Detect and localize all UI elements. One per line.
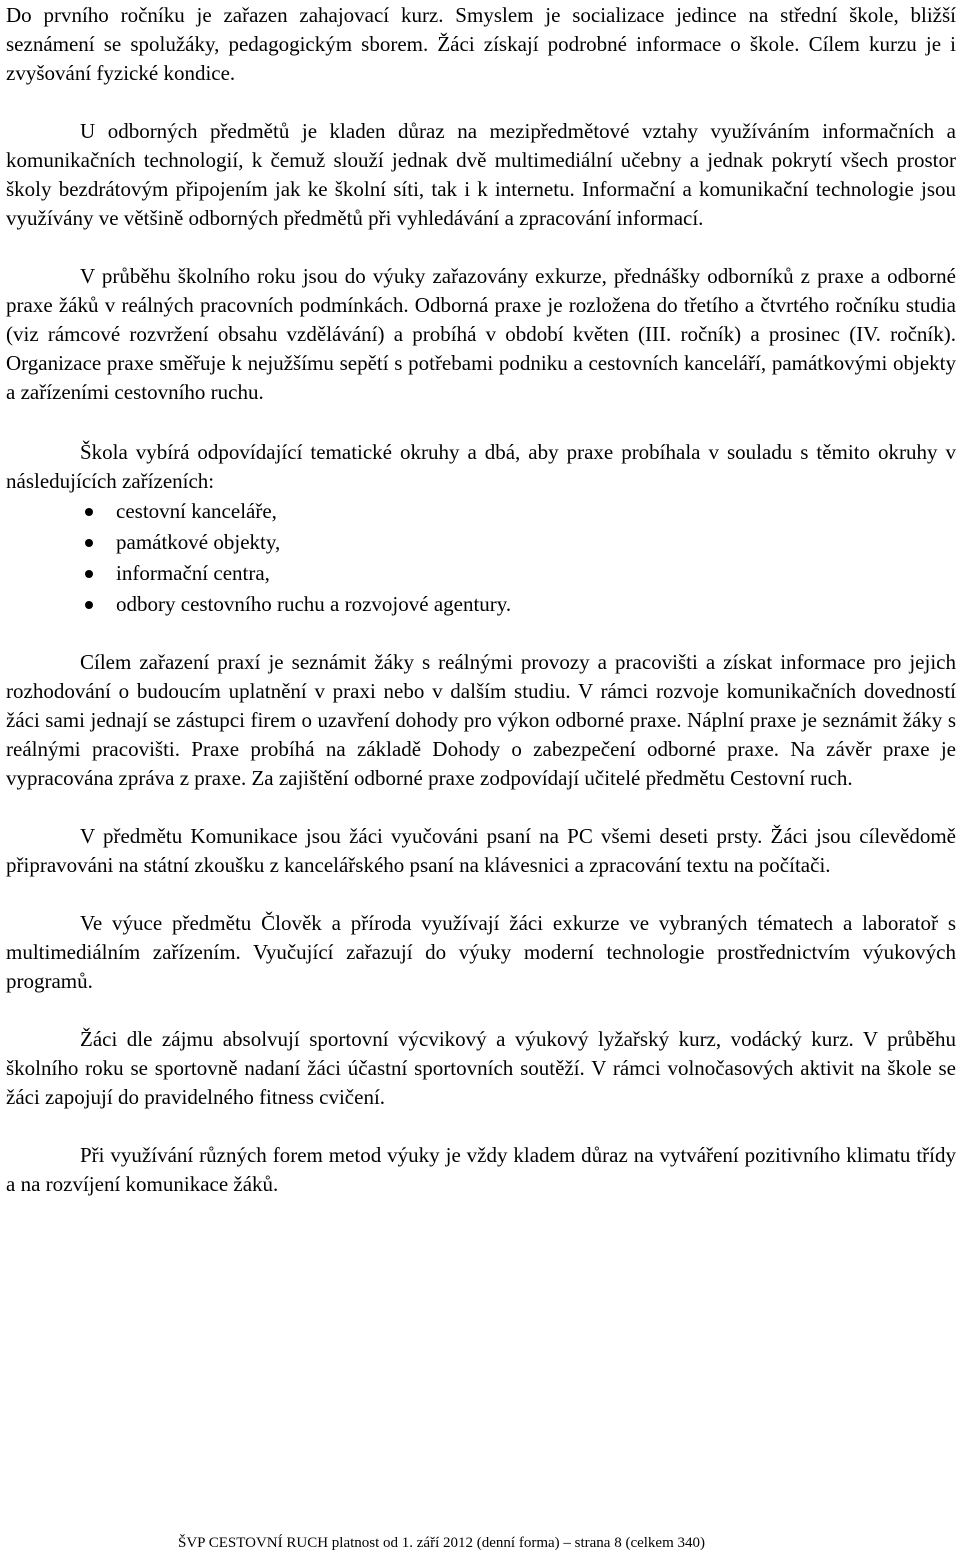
facilities-list	[6, 496, 956, 620]
paragraph-teaching-methods: Při využívání různých forem metod výuky je vždy kladem důraz na vytváření pozitivního klimatu třídy a na rozvíjení komunikace žáků.	[6, 1143, 956, 1196]
paragraph-introductory-course: Do prvního ročníku je zařazen zahajovací kurz. Smyslem je socializace jedince na střední škole, bližší seznámení se spolužáky, pedagogickým sborem. Žáci získají podrobné informace o škole. Cílem kurzu je i zvyšování fyzické kondice.	[6, 3, 956, 85]
list-item: odbory cestovního ruchu a rozvojové agentury.	[116, 589, 956, 620]
list-item: informační centra,	[116, 558, 956, 589]
paragraph-communication: V předmětu Komunikace jsou žáci vyučováni psaní na PC všemi deseti prsty. Žáci jsou cílevědomě připravováni na státní zkoušku z kancelářského psaní na klávesnici a zpracování textu na počítači.	[6, 824, 956, 877]
paragraph-practice-goals: Cílem zařazení praxí je seznámit žáky s reálnými provozy a pracovišti a získat informace pro jejich rozhodování o budoucím uplatnění v praxi nebo v dalším studiu. V rámci rozvoje komunikačních dovedností žáci sami jednají se zástupci firem o uzavření dohody pro výkon odborné praxe. Náplní praxe je seznámit žáky s reálnými pracovišti. Praxe probíhá na základě Dohody o zabezpečení odborné praxe. Na závěr praxe je vypracována zpráva z praxe. Za zajištění odborné praxe zodpovídají učitelé předmětu Cestovní ruch.	[6, 650, 956, 790]
paragraph-school-selects: Škola vybírá odpovídající tematické okruhy a dbá, aby praxe probíhala v souladu s těmito okruhy v následujících zařízeních:	[6, 440, 956, 493]
paragraph-human-nature: Ve výuce předmětu Člověk a příroda využívají žáci exkurze ve vybraných tématech a laboratoř s multimediálním zařízením. Vyučující zařazují do výuky moderní technologie prostřednictvím výukových programů.	[6, 911, 956, 993]
paragraph-ict: U odborných předmětů je kladen důraz na mezipředmětové vztahy využíváním informačních a komunikačních technologií, k čemuž slouží jednak dvě multimediální učebny a jednak pokrytí všech prostor školy bezdrátovým připojením jak ke školní síti, tak i k internetu. Informační a komunikační technologie jsou využívány ve většině odborných předmětů při vyhledávání a zpracování informací.	[6, 119, 956, 230]
list-item: cestovní kanceláře,	[116, 496, 956, 527]
document-page	[6, 0, 956, 1199]
paragraph-excursions-practice: V průběhu školního roku jsou do výuky zařazovány exkurze, přednášky odborníků z praxe a odborné praxe žáků v reálných pracovních podmínkách. Odborná praxe je rozložena do třetího a čtvrtého ročníku studia (viz rámcové rozvržení obsahu vzdělávání) a probíhá v období květen (III. ročník) a prosinec (IV. ročník). Organizace praxe směřuje k nejužšímu sepětí s potřebami podniku a cestovních kanceláří, památkovými objekty a zařízeními cestovního ruchu.	[6, 264, 956, 404]
list-item: památkové objekty,	[116, 527, 956, 558]
page-footer: ŠVP CESTOVNÍ RUCH platnost od 1. září 2012 (denní forma) – strana 8 (celkem 340)	[178, 1535, 705, 1551]
paragraph-sports: Žáci dle zájmu absolvují sportovní výcvikový a výukový lyžařský kurz, vodácký kurz. V průběhu školního roku se sportovně nadaní žáci účastní sportovních soutěží. V rámci volnočasových aktivit na škole se žáci zapojují do pravidelného fitness cvičení.	[6, 1027, 956, 1109]
